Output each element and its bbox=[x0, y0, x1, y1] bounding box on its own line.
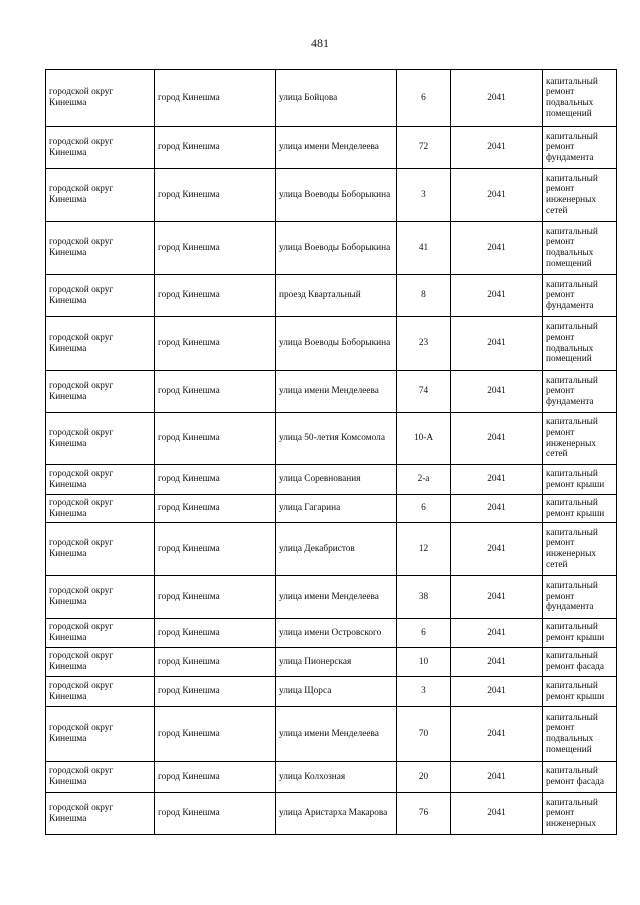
street-cell: улица Соревнования bbox=[276, 465, 397, 495]
locality-cell: город Кинешма bbox=[155, 576, 276, 619]
street-cell: улица Аристарха Макарова bbox=[276, 793, 397, 835]
work-type-cell: капитальный ремонт крыши bbox=[543, 495, 617, 523]
table-row bbox=[46, 648, 617, 677]
work-type-cell: капитальный ремонт инженерных сетей bbox=[543, 413, 617, 465]
table-row bbox=[46, 413, 617, 465]
work-type-cell: капитальный ремонт фасада bbox=[543, 648, 617, 677]
work-type-cell: капитальный ремонт крыши bbox=[543, 619, 617, 648]
street-cell: улица Гагарина bbox=[276, 495, 397, 523]
work-type-cell: капитальный ремонт фундамента bbox=[543, 576, 617, 619]
municipality-cell: городской округ Кинешма bbox=[46, 169, 155, 222]
work-type-cell: капитальный ремонт инженерных сетей bbox=[543, 169, 617, 222]
street-cell: улица Декабристов bbox=[276, 523, 397, 576]
table-row bbox=[46, 576, 617, 619]
house-number-cell: 6 bbox=[397, 495, 451, 523]
year-cell: 2041 bbox=[451, 619, 543, 648]
table-row bbox=[46, 169, 617, 222]
work-type-cell: капитальный ремонт инженерных bbox=[543, 793, 617, 835]
street-cell: улица Воеводы Боборыкина bbox=[276, 317, 397, 371]
municipality-cell: городской округ Кинешма bbox=[46, 371, 155, 413]
year-cell: 2041 bbox=[451, 222, 543, 275]
table-row bbox=[46, 317, 617, 371]
locality-cell: город Кинешма bbox=[155, 793, 276, 835]
street-cell: улица Щорса bbox=[276, 677, 397, 707]
year-cell: 2041 bbox=[451, 317, 543, 371]
street-cell: проезд Квартальный bbox=[276, 275, 397, 317]
street-cell: улица Колхозная bbox=[276, 762, 397, 793]
year-cell: 2041 bbox=[451, 465, 543, 495]
house-number-cell: 12 bbox=[397, 523, 451, 576]
municipality-cell: городской округ Кинешма bbox=[46, 222, 155, 275]
house-number-cell: 3 bbox=[397, 677, 451, 707]
municipality-cell: городской округ Кинешма bbox=[46, 495, 155, 523]
street-cell: улица Бойцова bbox=[276, 70, 397, 127]
work-type-cell: капитальный ремонт фасада bbox=[543, 762, 617, 793]
house-number-cell: 3 bbox=[397, 169, 451, 222]
street-cell: улица имени Менделеева bbox=[276, 127, 397, 169]
locality-cell: город Кинешма bbox=[155, 707, 276, 762]
municipality-cell: городской округ Кинешма bbox=[46, 70, 155, 127]
municipality-cell: городской округ Кинешма bbox=[46, 793, 155, 835]
table-row bbox=[46, 677, 617, 707]
registry-table bbox=[45, 69, 617, 835]
table-row bbox=[46, 762, 617, 793]
work-type-cell: капитальный ремонт фундамента bbox=[543, 371, 617, 413]
year-cell: 2041 bbox=[451, 762, 543, 793]
locality-cell: город Кинешма bbox=[155, 523, 276, 576]
municipality-cell: городской округ Кинешма bbox=[46, 576, 155, 619]
year-cell: 2041 bbox=[451, 648, 543, 677]
street-cell: улица Пионерская bbox=[276, 648, 397, 677]
work-type-cell: капитальный ремонт фундамента bbox=[543, 127, 617, 169]
year-cell: 2041 bbox=[451, 793, 543, 835]
work-type-cell: капитальный ремонт подвальных помещений bbox=[543, 317, 617, 371]
street-cell: улица 50-летия Комсомола bbox=[276, 413, 397, 465]
house-number-cell: 76 bbox=[397, 793, 451, 835]
year-cell: 2041 bbox=[451, 371, 543, 413]
municipality-cell: городской округ Кинешма bbox=[46, 275, 155, 317]
street-cell: улица имени Менделеева bbox=[276, 707, 397, 762]
locality-cell: город Кинешма bbox=[155, 677, 276, 707]
locality-cell: город Кинешма bbox=[155, 317, 276, 371]
work-type-cell: капитальный ремонт крыши bbox=[543, 677, 617, 707]
year-cell: 2041 bbox=[451, 70, 543, 127]
house-number-cell: 10-А bbox=[397, 413, 451, 465]
house-number-cell: 6 bbox=[397, 619, 451, 648]
locality-cell: город Кинешма bbox=[155, 371, 276, 413]
municipality-cell: городской округ Кинешма bbox=[46, 127, 155, 169]
municipality-cell: городской округ Кинешма bbox=[46, 677, 155, 707]
work-type-cell: капитальный ремонт подвальных помещений bbox=[543, 70, 617, 127]
table-row bbox=[46, 222, 617, 275]
year-cell: 2041 bbox=[451, 275, 543, 317]
table-row bbox=[46, 619, 617, 648]
municipality-cell: городской округ Кинешма bbox=[46, 413, 155, 465]
locality-cell: город Кинешма bbox=[155, 619, 276, 648]
house-number-cell: 6 bbox=[397, 70, 451, 127]
municipality-cell: городской округ Кинешма bbox=[46, 523, 155, 576]
locality-cell: город Кинешма bbox=[155, 465, 276, 495]
house-number-cell: 72 bbox=[397, 127, 451, 169]
house-number-cell: 70 bbox=[397, 707, 451, 762]
house-number-cell: 41 bbox=[397, 222, 451, 275]
locality-cell: город Кинешма bbox=[155, 169, 276, 222]
year-cell: 2041 bbox=[451, 576, 543, 619]
work-type-cell: капитальный ремонт инженерных сетей bbox=[543, 523, 617, 576]
street-cell: улица имени Менделеева bbox=[276, 371, 397, 413]
year-cell: 2041 bbox=[451, 677, 543, 707]
locality-cell: город Кинешма bbox=[155, 413, 276, 465]
year-cell: 2041 bbox=[451, 413, 543, 465]
locality-cell: город Кинешма bbox=[155, 70, 276, 127]
municipality-cell: городской округ Кинешма bbox=[46, 762, 155, 793]
year-cell: 2041 bbox=[451, 495, 543, 523]
municipality-cell: городской округ Кинешма bbox=[46, 317, 155, 371]
municipality-cell: городской округ Кинешма bbox=[46, 619, 155, 648]
table-row bbox=[46, 371, 617, 413]
table-row bbox=[46, 793, 617, 835]
street-cell: улица имени Островского bbox=[276, 619, 397, 648]
locality-cell: город Кинешма bbox=[155, 222, 276, 275]
page-number: 481 bbox=[311, 36, 329, 50]
locality-cell: город Кинешма bbox=[155, 762, 276, 793]
house-number-cell: 74 bbox=[397, 371, 451, 413]
work-type-cell: капитальный ремонт крыши bbox=[543, 465, 617, 495]
house-number-cell: 10 bbox=[397, 648, 451, 677]
work-type-cell: капитальный ремонт фундамента bbox=[543, 275, 617, 317]
table-row bbox=[46, 70, 617, 127]
year-cell: 2041 bbox=[451, 169, 543, 222]
table-row bbox=[46, 127, 617, 169]
municipality-cell: городской округ Кинешма bbox=[46, 465, 155, 495]
house-number-cell: 8 bbox=[397, 275, 451, 317]
table-row bbox=[46, 495, 617, 523]
locality-cell: город Кинешма bbox=[155, 275, 276, 317]
locality-cell: город Кинешма bbox=[155, 127, 276, 169]
locality-cell: город Кинешма bbox=[155, 648, 276, 677]
table-row bbox=[46, 523, 617, 576]
municipality-cell: городской округ Кинешма bbox=[46, 648, 155, 677]
house-number-cell: 20 bbox=[397, 762, 451, 793]
year-cell: 2041 bbox=[451, 707, 543, 762]
year-cell: 2041 bbox=[451, 127, 543, 169]
table-row bbox=[46, 275, 617, 317]
house-number-cell: 23 bbox=[397, 317, 451, 371]
year-cell: 2041 bbox=[451, 523, 543, 576]
municipality-cell: городской округ Кинешма bbox=[46, 707, 155, 762]
street-cell: улица имени Менделеева bbox=[276, 576, 397, 619]
locality-cell: город Кинешма bbox=[155, 495, 276, 523]
table-row bbox=[46, 465, 617, 495]
table-row bbox=[46, 707, 617, 762]
work-type-cell: капитальный ремонт подвальных помещений bbox=[543, 707, 617, 762]
house-number-cell: 38 bbox=[397, 576, 451, 619]
work-type-cell: капитальный ремонт подвальных помещений bbox=[543, 222, 617, 275]
street-cell: улица Воеводы Боборыкина bbox=[276, 169, 397, 222]
street-cell: улица Воеводы Боборыкина bbox=[276, 222, 397, 275]
house-number-cell: 2-а bbox=[397, 465, 451, 495]
